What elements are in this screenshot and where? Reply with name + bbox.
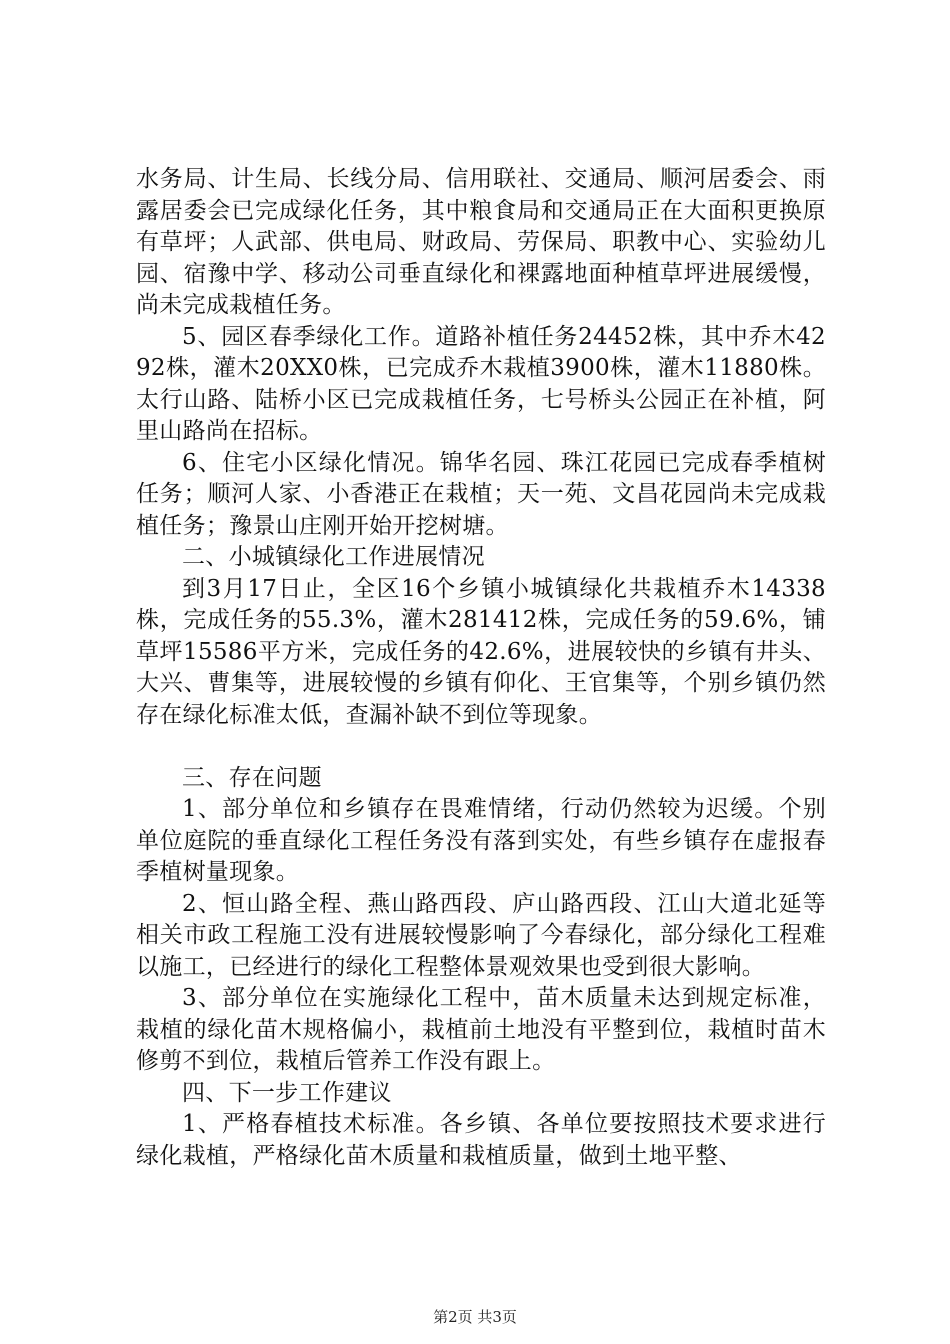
paragraph-1: 水务局、计生局、长线分局、信用联社、交通局、顺河居委会、雨露居委会已完成绿化任务，其中粮食局和交通局正在大面积更换原有草坪；人武部、供电局、财政局、劳保局、职教中心、实验幼儿园、宿豫中学、移动公司垂直绿化和裸露地面种植草坪进展缓慢，尚未完成栽植任务。 xyxy=(136,166,826,318)
section-heading-4: 四、下一步工作建议 xyxy=(182,1079,392,1106)
section-heading-3: 三、存在问题 xyxy=(182,764,322,791)
blank-line xyxy=(136,731,826,763)
paragraph-4: 到3月17日止，全区16个乡镇小城镇绿化共栽植乔木14338株，完成任务的55.3%，灌木281412株，完成任务的59.6%，铺草坪15586平方米，完成任务的42.6%，进展较快的乡镇有井头、大兴、曹集等，进展较慢的乡镇有仰化、王官集等，个别乡镇仍然存在绿化标准太低，查漏补缺不到位等现象。 xyxy=(136,575,826,728)
paragraph-6: 2、恒山路全程、燕山路西段、庐山路西段、江山大道北延等相关市政工程施工没有进展较慢影响了今春绿化，部分绿化工程难以施工，已经进行的绿化工程整体景观效果也受到很大影响。 xyxy=(136,890,826,980)
page-number: 第2页 共3页 xyxy=(433,1308,517,1326)
paragraph-3: 6、住宅小区绿化情况。锦华名园、珠江花园已完成春季植树任务；顺河人家、小香港正在栽植；天一苑、文昌花园尚未完成栽植任务；豫景山庄刚开始开挖树塘。 xyxy=(136,449,826,539)
document-body xyxy=(136,164,826,1172)
paragraph-8: 1、严格春植技术标准。各乡镇、各单位要按照技术要求进行绿化栽植，严格绿化苗木质量和栽植质量，做到土地平整、 xyxy=(136,1111,826,1169)
paragraph-2: 5、园区春季绿化工作。道路补植任务24452株，其中乔木4292株，灌木20XX0株，已完成乔木栽植3900株，灌木11880株。太行山路、陆桥小区已完成栽植任务，七号桥头公园正在补植，阿里山路尚在招标。 xyxy=(136,323,826,444)
paragraph-5: 1、部分单位和乡镇存在畏难情绪，行动仍然较为迟缓。个别单位庭院的垂直绿化工程任务没有落到实处，有些乡镇存在虚报春季植树量现象。 xyxy=(136,796,826,885)
paragraph-7: 3、部分单位在实施绿化工程中，苗木质量未达到规定标准，栽植的绿化苗木规格偏小，栽植前土地没有平整到位，栽植时苗木修剪不到位，栽植后管养工作没有跟上。 xyxy=(136,985,826,1074)
section-heading-2: 二、小城镇绿化工作进展情况 xyxy=(182,544,485,570)
